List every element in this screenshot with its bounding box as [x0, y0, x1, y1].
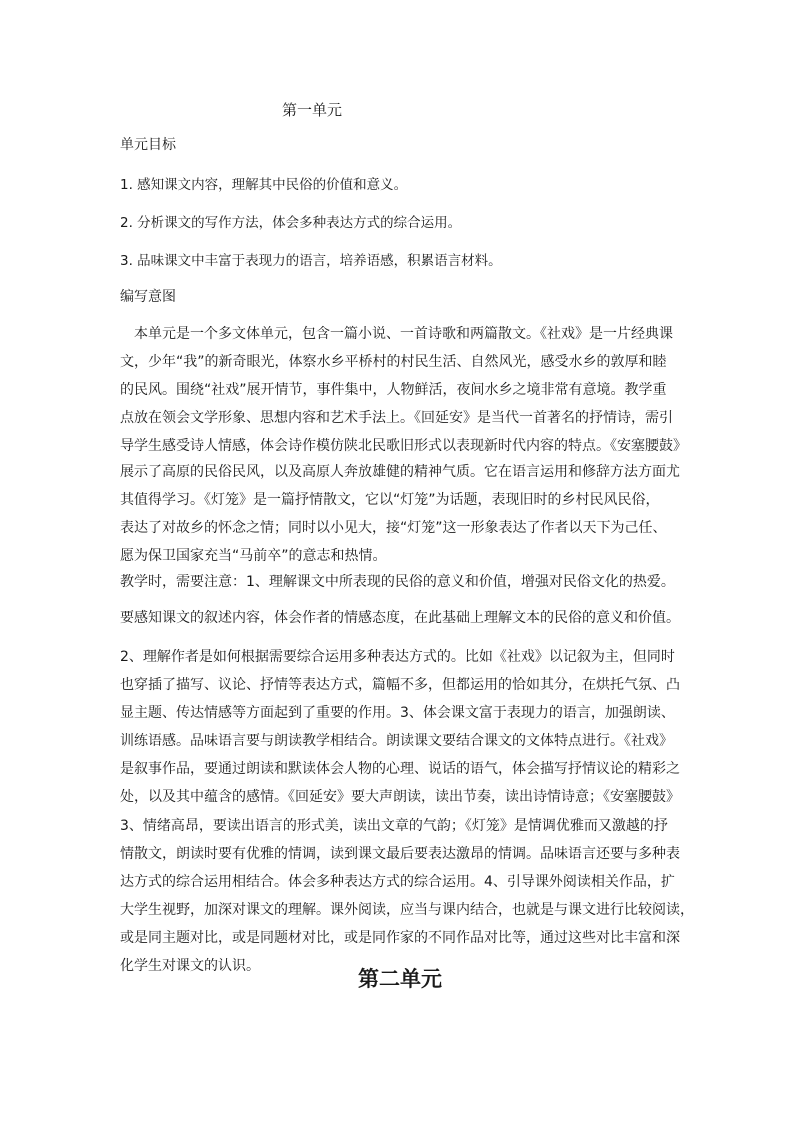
teaching-note-paragraph-4 [120, 812, 695, 980]
unit1-title: 第一单元 [282, 101, 343, 119]
text-line: 要感知课文的叙述内容，体会作者的情感态度，在此基础上理解文本的民俗的意义和价值。 [120, 610, 680, 626]
text-line: 达方式的综合运用相结合。体会多种表达方式的综合运用。4、引导课外阅读相关作品，扩 [120, 874, 675, 890]
intent-heading: 编写意图 [120, 289, 176, 305]
text-line: 或是同主题对比，或是同题材对比，或是同作家的不同作品对比等，通过这些对比丰富和深 [120, 930, 680, 946]
text-line: 情散文，朗读时要有优雅的情调，读到课文最后要表达激昂的情调。品味语言还要与多种表 [120, 846, 680, 862]
teaching-note-paragraph-3 [120, 643, 695, 811]
text-line: 愿为保卫国家充当“马前卒”的意志和热情。 [120, 548, 387, 564]
text-line: 表达了对故乡的怀念之情；同时以小见大，接“灯笼”这一形象表达了作者以天下为己任、 [120, 520, 667, 536]
text-line: 训练语感。品味语言要与朗读教学相结合。朗读课文要结合课文的文体特点进行。《社戏》 [120, 733, 673, 749]
text-line: 也穿插了描写、议论、抒情等表达方式，篇幅不多，但都运用的恰如其分，在烘托气氛、凸 [120, 677, 680, 693]
text-line: 文，少年“我”的新奇眼光，体察水乡平桥村的村民生活、自然风光，感受水乡的敦厚和睦 [120, 354, 667, 370]
text-line: 显主题、传达情感等方面起到了重要的作用。3、体会课文富于表现力的语言，加强朗读、 [120, 705, 675, 721]
text-line: 3、情绪高昂，要读出语言的形式美，读出文章的气韵；《灯笼》是情调优雅而又激越的抒 [120, 818, 668, 834]
text-line: 大学生视野，加深对课文的理解。课外阅读，应当与课内结合，也就是与课文进行比较阅读， [120, 902, 694, 918]
goal-item-3: 3. 品味课文中丰富于表现力的语言，培养语感，积累语言材料。 [120, 253, 502, 269]
text-line: 展示了高原的民俗民风，以及高原人奔放雄健的精神气质。它在语言运用和修辞方法方面尤 [120, 464, 680, 480]
text-line: 化学生对课文的认识。 [120, 958, 260, 974]
goal-item-1: 1. 感知课文内容，理解其中民俗的价值和意义。 [120, 177, 408, 193]
text-line: 2、理解作者是如何根据需要综合运用多种表达方式的。比如《社戏》以记叙为主，但同时 [120, 649, 675, 665]
goal-item-2: 2. 分析课文的写作方法，体会多种表达方式的综合运用。 [120, 215, 462, 231]
text-line: 教学时，需要注意：1、理解课文中所表现的民俗的意义和价值，增强对民俗文化的热爱。 [120, 574, 675, 590]
teaching-note-paragraph-2 [120, 604, 695, 632]
intent-paragraph-continued [120, 458, 695, 570]
unit2-title: 第二单元 [358, 966, 442, 991]
text-line: 处，以及其中蕴含的感情。《回延安》要大声朗读，读出节奏，读出诗情诗意；《安塞腰鼓》 [120, 789, 680, 805]
goals-heading: 单元目标 [120, 137, 176, 153]
intent-paragraph [120, 320, 695, 460]
teaching-note-paragraph [120, 568, 695, 596]
text-line: 本单元是一个多文体单元，包含一篇小说、一首诗歌和两篇散文。《社戏》是一片经典课 [134, 326, 673, 342]
text-line: 的民风。围绕“社戏”展开情节，事件集中，人物鲜活，夜间水乡之境非常有意境。教学重 [120, 382, 667, 398]
text-line: 是叙事作品，要通过朗读和默读体会人物的心理、说话的语气，体会描写抒情议论的精彩之 [120, 761, 680, 777]
text-line: 其值得学习。《灯笼》是一篇抒情散文，它以“灯笼”为话题，表现旧时的乡村民风民俗， [120, 492, 660, 508]
text-line: 导学生感受诗人情感，体会诗作模仿陕北民歌旧形式以表现新时代内容的特点。《安塞腰鼓》 [120, 438, 687, 454]
text-line: 点放在领会文学形象、思想内容和艺术手法上。《回延安》是当代一首著名的抒情诗，需引 [120, 410, 673, 426]
